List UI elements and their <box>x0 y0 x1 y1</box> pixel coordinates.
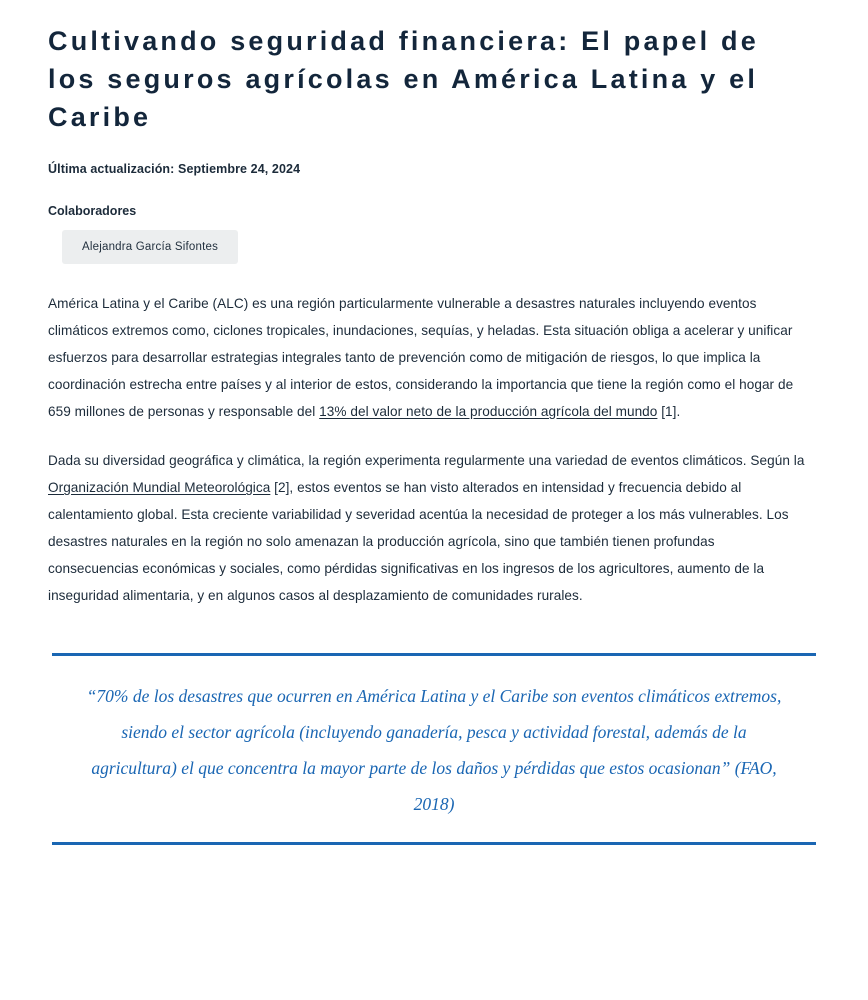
inline-link[interactable]: Organización Mundial Meteorológica <box>48 480 271 495</box>
inline-link[interactable]: 13% del valor neto de la producción agrícola del mundo <box>319 404 658 419</box>
pull-quote <box>52 653 816 845</box>
paragraph <box>48 447 808 609</box>
last-updated-text: Última actualización: Septiembre 24, 2024 <box>48 162 301 176</box>
quote-text: “70% de los desastres que ocurren en América Latina y el Caribe son eventos climáticos extremos, siendo el sector agrícola (incluyendo ganadería, pesca y actividad forestal, además de la agricultura) el que concentra la mayor parte de los daños y pérdidas que estos ocasionan” (FAO, 2018) <box>86 686 782 814</box>
quote-bottom-rule <box>52 842 816 845</box>
page-title: Cultivando seguridad financiera: El papel de los seguros agrícolas en América Latina y el Caribe <box>48 26 759 132</box>
paragraph <box>48 290 808 425</box>
paragraph-text: Dada su diversidad geográfica y climática, la región experimenta regularmente una variedad de eventos climáticos. Según la <box>48 453 805 468</box>
contributor-chip[interactable]: Alejandra García Sifontes <box>62 230 238 264</box>
paragraph-text: [2], estos eventos se han visto alterados en intensidad y frecuencia debido al calentamiento global. Esta creciente variabilidad y severidad acentúa la necesidad de proteger a los más vulnerables. Los desastres naturales en la región no solo amenazan la producción agrícola, sino que también tienen profundas consecuencias económicas y sociales, como pérdidas significativas en los ingresos de los agricultores, aumento de la inseguridad alimentaria, y en algunos casos al desplazamiento de comunidades rurales. <box>48 480 789 603</box>
paragraph-text: América Latina y el Caribe (ALC) es una región particularmente vulnerable a desastres naturales incluyendo eventos climáticos extremos como, ciclones tropicales, inundaciones, sequías, y heladas. Esta situación obliga a acelerar y unificar esfuerzos para desarrollar estrategias integrales tanto de prevención como de mitigación de riesgos, lo que implica la coordinación estrecha entre países y al interior de estos, considerando la importancia que tiene la región como el hogar de 659 millones de personas y responsable del <box>48 296 794 419</box>
contributors-label: Colaboradores <box>48 204 137 218</box>
article-body <box>48 290 820 609</box>
paragraph-text: [1]. <box>657 404 681 419</box>
